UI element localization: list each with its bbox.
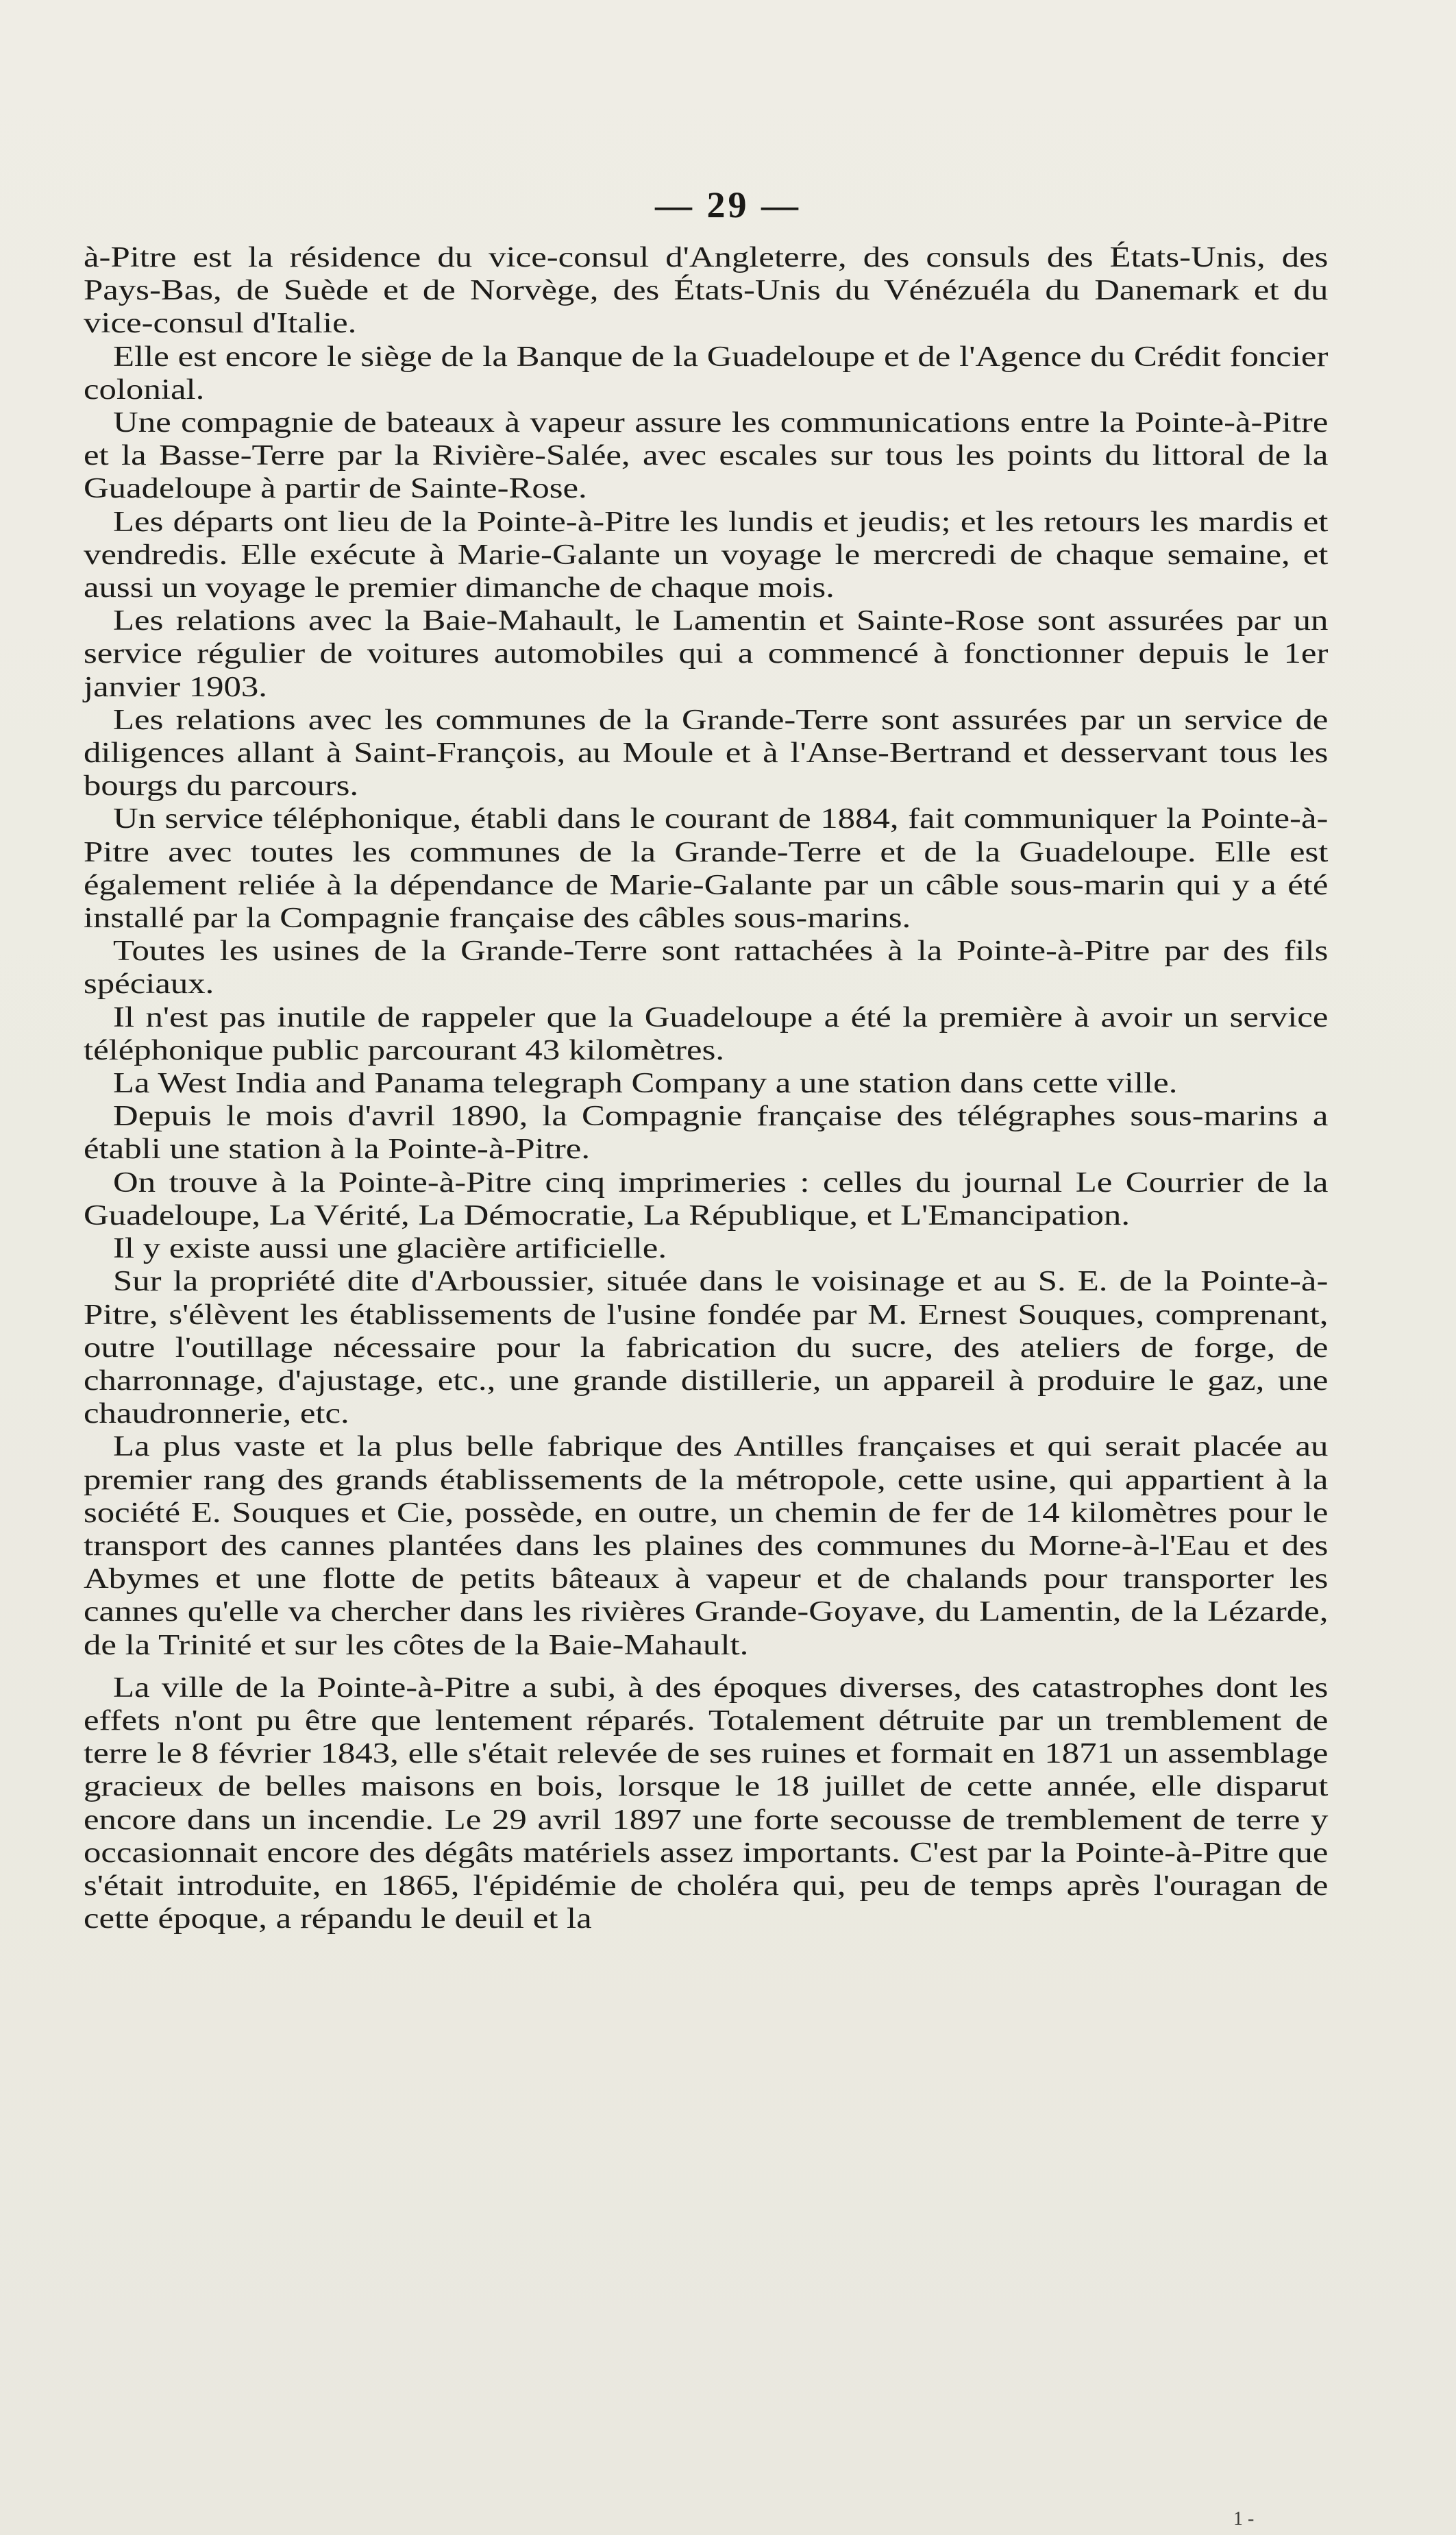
paragraph-west-india: La West India and Panama telegraph Company a une station dans cette ville. — [113, 1067, 1178, 1100]
paragraph-automobiles: Les relations avec la Baie-Mahault, le Lamentin et Sainte-Rose sont assurées par un service régulier de voitures automobiles qui a commencé à fonctionner depuis le 1er janvier 1903. — [84, 604, 1329, 703]
paragraph-telephone: Un service téléphonique, établi dans le courant de 1884, fait communiquer la Pointe-à-Pitre avec toutes les communes de la Grande-Terre et de la Guadeloupe. Elle est également reliée à la dépendance de Marie-Galante par un câble sous-marin qui y a été installé par la Compagnie française des câbles sous-marins. — [84, 803, 1329, 935]
paragraph-departs: Les départs ont lieu de la Pointe-à-Pitre les lundis et jeudis; et les retours les mardis et vendredis. Elle exécute à Marie-Galante un voyage le mercredi de chaque semaine, et aussi un voyage le premier dimanche de chaque mois. — [84, 505, 1329, 604]
paragraph-arboussier: Sur la propriété dite d'Arboussier, située dans le voisinage et au S. E. de la Pointe-à-Pitre, s'élèvent les établissements de l'usine fondée par M. Ernest Souques, comprenant, outre l'outillage nécessaire pour la fabrication du sucre, des ateliers de forge, de charronnage, d'ajustage, etc., une grande distillerie, un appareil à produire le gaz, une chaudronnerie, etc. — [84, 1265, 1329, 1430]
paragraph-telegraphes: Depuis le mois d'avril 1890, la Compagnie française des télégraphes sous-marins a établi une station à la Pointe-à-Pitre. — [84, 1100, 1329, 1166]
paragraph-banque: Elle est encore le siège de la Banque de la Guadeloupe et de l'Agence du Crédit foncier colonial. — [84, 340, 1329, 406]
paragraph-premiere: Il n'est pas inutile de rappeler que la Guadeloupe a été la première à avoir un service téléphonique public parcourant 43 kilomètres. — [84, 1001, 1329, 1066]
paragraph-catastrophes: La ville de la Pointe-à-Pitre a subi, à des époques diverses, des catastrophes dont les effets n'ont pu être que lentement réparés. Totalement détruite par un tremblement de terre le 8 février 1843, elle s'était relevée de ses ruines et formait en 1871 un assemblage gracieux de belles maisons en bois, lorsque le 18 juillet de cette année, elle disparut encore dans un incendie. Le 29 avril 1897 une forte secousse de tremblement de terre y occasionnait encore des dégâts matériels assez importants. C'est par la Pointe-à-Pitre que s'était introduite, en 1865, l'épidémie de choléra qui, peu de temps après l'ouragan de cette époque, a répandu le deuil et la — [84, 1671, 1329, 1935]
paragraph-diligences: Les relations avec les communes de la Grande-Terre sont assurées par un service de diligences allant à Saint-François, au Moule et à l'Anse-Bertrand et desservant tous les bourgs du parcours. — [84, 703, 1329, 803]
paragraph-glaciere: Il y existe aussi une glacière artificielle. — [113, 1232, 667, 1265]
paragraph-fabrique: La plus vaste et la plus belle fabrique des Antilles françaises et qui serait placée au premier rang des grands établissements de la métropole, cette usine, qui appartient à la société E. Souques et Cie, possède, en outre, un chemin de fer de 14 kilomètres pour le transport des cannes plantées dans les plaines des communes du Morne-à-l'Eau et des Abymes et une flotte de petits bâteaux à vapeur et de chalands pour transporter les cannes qu'elle va chercher dans les rivières Grande-Goyave, du Lamentin, de la Lézarde, de la Trinité et sur les côtes de la Baie-Mahault. — [84, 1430, 1329, 1661]
paragraph-consuls: à-Pitre est la résidence du vice-consul d'Angleterre, des consuls des États-Unis, des Pays-Bas, de Suède et de Norvège, des États-Unis du Vénézuéla du Danemark et du vice-consul d'Italie. — [84, 241, 1329, 340]
paragraph-usines: Toutes les usines de la Grande-Terre sont rattachées à la Pointe-à-Pitre par des fils spéciaux. — [84, 935, 1329, 1001]
page-number: — 29 — — [655, 184, 801, 225]
body-text — [84, 241, 1328, 1935]
paragraph-imprimeries: On trouve à la Pointe-à-Pitre cinq imprimeries : celles du journal Le Courrier de la Guadeloupe, La Vérité, La Démocratie, La République, et L'Emancipation. — [84, 1166, 1329, 1232]
bottom-mark: 1 - — [1233, 2508, 1255, 2530]
paragraph-bateaux: Une compagnie de bateaux à vapeur assure les communications entre la Pointe-à-Pitre et la Basse-Terre par la Rivière-Salée, avec escales sur tous les points du littoral de la Guadeloupe à partir de Sainte-Rose. — [84, 406, 1329, 505]
